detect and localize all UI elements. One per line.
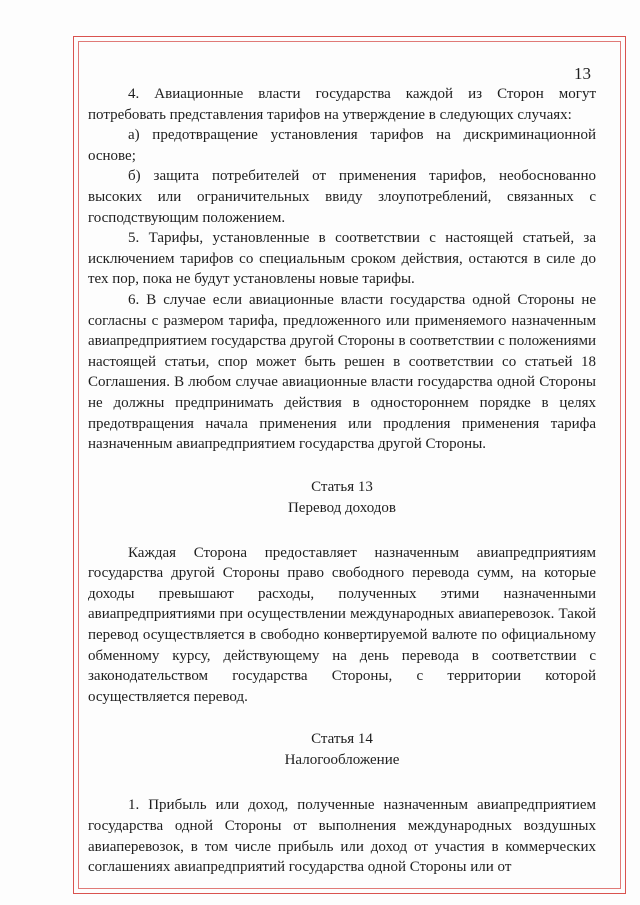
article-13-text: Каждая Сторона предоставляет назначенным авиапредприятиям государства другой Стороны право свободного перевода сумм, на которые доходы превышают расходы, полученных этими назначенными авиапредприятиями при осуществлении международных авиаперевозок. Такой перевод осуществляется в свободно конвертируемой валюте по официальному обменному курсу, действующему на день перевода в соответствии с законодательством государства Стороны, с территории которой осуществляется перевод. [88,544,596,705]
article-13-title: Перевод доходов [287,499,397,516]
article-13-number: Статья 13 [311,478,373,495]
paragraph-4b: б) защита потребителей от применения тарифов, необоснованно высоких или ограничительных ввиду злоупотреблений, связанных с господствующим положением. [88,168,596,226]
article-14-title: Налогообложение [284,752,400,769]
page-number: 13 [574,64,591,83]
paragraph-5: 5. Тарифы, установленные в соответствии с настоящей статьей, за исключением тарифов со специальным сроком действия, остаются в силе до тех пор, пока не будут установлены новые тарифы. [88,230,596,288]
document-body [88,54,596,878]
article-14-text: 1. Прибыль или доход, полученные назначенным авиапредприятием государства одной Стороны от выполнения международных воздушных авиаперевозок, в том числе прибыль или доход от участия в коммерческих соглашениях авиапредприятий государства одной Стороны или от [88,797,596,876]
paragraph-4: 4. Авиационные власти государства каждой из Сторон могут потребовать представления тарифов на утверждение в следующих случаях: [88,86,596,123]
article-13-heading [88,477,596,519]
paragraph-4a: а) предотвращение установления тарифов на дискриминационной основе; [88,127,596,164]
paragraph-6: 6. В случае если авиационные власти государства одной Стороны не согласны с размером тарифа, предложенного или применяемого назначенным авиапредприятием государства другой Стороны в соответствии с положениями настоящей статьи, спор может быть решен в соответствии со статьей 18 Соглашения. В любом случае авиационные власти государства одной Стороны не должны предпринимать действия в одностороннем порядке в целях предотвращения начала применения или продления применения тарифа назначенным авиапредприятием государства другой Стороны. [88,291,596,453]
article-14-number: Статья 14 [311,731,373,748]
article-14-heading [88,729,596,771]
